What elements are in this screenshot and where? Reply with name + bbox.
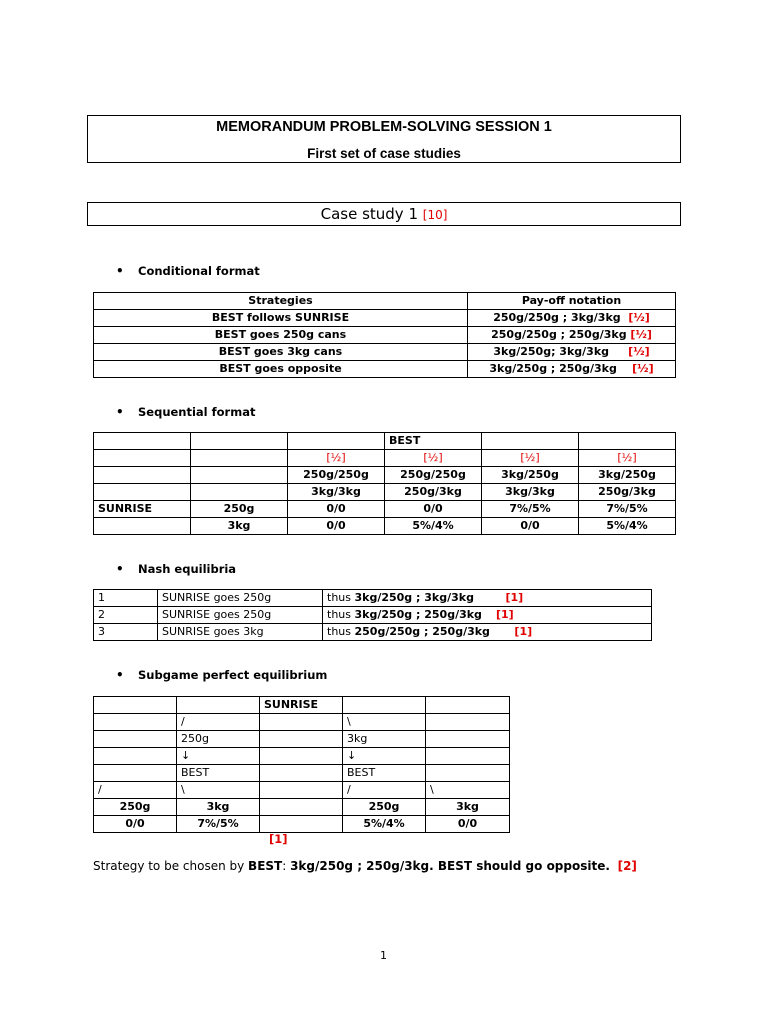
strategy-cell: BEST goes 3kg cans <box>94 344 468 361</box>
memo-title: MEMORANDUM PROBLEM-SOLVING SESSION 1 <box>216 119 552 135</box>
table-cell <box>191 450 288 467</box>
bullet-icon: • <box>116 405 124 419</box>
strategy-line: Strategy to be chosen by BEST: 3kg/250g ; 250g/3kg. BEST should go opposite. [2] <box>93 859 637 873</box>
case-study-title: Case study 1 <box>320 205 418 223</box>
table-header-row <box>94 293 676 310</box>
table-cell <box>191 467 288 484</box>
mark: [1] <box>505 591 524 604</box>
table-cell: SUNRISE <box>260 697 343 714</box>
table-cell: SUNRISE <box>94 501 191 518</box>
table-cell: SUNRISE goes 250g <box>158 607 323 624</box>
payoff-cell: 250g/250g ; 250g/3kg [½] <box>468 327 676 344</box>
table-cell: 250g/3kg <box>385 484 482 501</box>
table-cell <box>426 714 510 731</box>
table-cell: \ <box>426 782 510 799</box>
table-cell: / <box>177 714 260 731</box>
bullet-icon: • <box>116 668 124 682</box>
sequential-format-table <box>93 432 676 535</box>
table-cell: 3kg/3kg <box>482 484 579 501</box>
table-cell <box>260 731 343 748</box>
mark: [1] <box>514 625 533 638</box>
table-cell: BEST <box>177 765 260 782</box>
table-cell: 0/0 <box>482 518 579 535</box>
table-cell: 3kg/3kg <box>288 484 385 501</box>
table-cell: \ <box>343 714 426 731</box>
subgame-tree-table <box>93 696 510 833</box>
table-cell: 250g/3kg <box>579 484 676 501</box>
bullet-icon: • <box>116 562 124 576</box>
table-cell <box>94 518 191 535</box>
table-cell: 7%/5% <box>177 816 260 833</box>
bullet-icon: • <box>116 264 124 278</box>
strategy-answer: 3kg/250g ; 250g/3kg. BEST should go opposite. <box>290 859 610 873</box>
table-row <box>94 607 652 624</box>
bullet-label: Sequential format <box>138 405 256 419</box>
table-cell <box>94 433 191 450</box>
table-cell: 5%/4% <box>579 518 676 535</box>
table-cell <box>94 714 177 731</box>
table-row <box>94 344 676 361</box>
bullet-label: Subgame perfect equilibrium <box>138 668 328 682</box>
table-row <box>94 731 510 748</box>
mark: [½] <box>482 450 579 467</box>
strategy-player: BEST <box>248 859 283 873</box>
table-cell <box>177 697 260 714</box>
strategy-cell: BEST follows SUNRISE <box>94 310 468 327</box>
table-cell <box>260 765 343 782</box>
table-cell: 3kg <box>426 799 510 816</box>
table-row <box>94 765 510 782</box>
table-cell <box>94 450 191 467</box>
table-cell: 0/0 <box>288 518 385 535</box>
arrow-down-icon: ↓ <box>177 748 260 765</box>
strategy-prefix: Strategy to be chosen by <box>93 859 249 873</box>
mark: [1] <box>495 608 514 621</box>
table-cell <box>260 782 343 799</box>
memo-subtitle: First set of case studies <box>307 146 461 161</box>
table-cell: \ <box>177 782 260 799</box>
table-cell: 250g/250g <box>288 467 385 484</box>
table-row <box>94 799 510 816</box>
table-cell <box>260 816 343 833</box>
table-cell: thus 250g/250g ; 250g/3kg [1] <box>323 624 652 641</box>
table-cell <box>94 467 191 484</box>
table-row <box>94 433 676 450</box>
table-cell: 5%/4% <box>385 518 482 535</box>
table-row <box>94 484 676 501</box>
table-cell <box>94 697 177 714</box>
table-cell <box>288 433 385 450</box>
mark: [2] <box>617 859 637 873</box>
nash-equilibria-table <box>93 589 652 641</box>
table-cell <box>191 484 288 501</box>
table-cell <box>260 714 343 731</box>
table-row <box>94 310 676 327</box>
table-row <box>94 327 676 344</box>
table-row <box>94 361 676 378</box>
table-cell: 5%/4% <box>343 816 426 833</box>
table-cell: 0/0 <box>426 816 510 833</box>
table-cell <box>426 731 510 748</box>
mark: [½] <box>628 345 650 358</box>
table-cell <box>426 748 510 765</box>
table-cell: 0/0 <box>288 501 385 518</box>
table-cell <box>94 484 191 501</box>
table-cell: / <box>94 782 177 799</box>
table-row <box>94 518 676 535</box>
table-cell <box>260 799 343 816</box>
table-cell: 3kg <box>177 799 260 816</box>
subgame-mark: [1] <box>269 832 288 846</box>
mark: [½] <box>628 311 650 324</box>
table-cell: 250g <box>177 731 260 748</box>
table-cell: 3kg <box>191 518 288 535</box>
table-row <box>94 467 676 484</box>
table-cell: 2 <box>94 607 158 624</box>
table-cell: thus 3kg/250g ; 250g/3kg [1] <box>323 607 652 624</box>
mark: [½] <box>288 450 385 467</box>
table-cell <box>260 748 343 765</box>
table-cell <box>191 433 288 450</box>
table-cell: BEST <box>385 433 482 450</box>
table-cell: BEST <box>343 765 426 782</box>
table-cell: 3kg/250g <box>579 467 676 484</box>
table-cell: SUNRISE goes 250g <box>158 590 323 607</box>
table-cell <box>343 697 426 714</box>
table-cell: 7%/5% <box>579 501 676 518</box>
table-cell <box>94 731 177 748</box>
table-row <box>94 714 510 731</box>
table-row <box>94 748 510 765</box>
table-header: Pay-off notation <box>468 293 676 310</box>
table-row <box>94 697 510 714</box>
table-cell: 3 <box>94 624 158 641</box>
memo-header-box <box>87 115 681 163</box>
table-row <box>94 782 510 799</box>
table-row <box>94 816 510 833</box>
mark: [½] <box>385 450 482 467</box>
table-row <box>94 501 676 518</box>
table-cell: 250g <box>191 501 288 518</box>
payoff-cell: 3kg/250g; 3kg/3kg [½] <box>468 344 676 361</box>
table-cell: 0/0 <box>385 501 482 518</box>
table-cell: 250g/250g <box>385 467 482 484</box>
table-cell: 3kg <box>343 731 426 748</box>
table-row <box>94 450 676 467</box>
table-header: Strategies <box>94 293 468 310</box>
payoff-cell: 250g/250g ; 3kg/3kg [½] <box>468 310 676 327</box>
case-study-box <box>87 202 681 226</box>
table-cell: thus 3kg/250g ; 3kg/3kg [1] <box>323 590 652 607</box>
mark: [½] <box>579 450 676 467</box>
payoff-cell: 3kg/250g ; 250g/3kg [½] <box>468 361 676 378</box>
table-row <box>94 590 652 607</box>
table-cell <box>94 748 177 765</box>
page-number: 1 <box>380 949 387 962</box>
table-cell: / <box>343 782 426 799</box>
table-cell: SUNRISE goes 3kg <box>158 624 323 641</box>
table-cell <box>426 697 510 714</box>
bullet-label: Nash equilibria <box>138 562 237 576</box>
mark: [½] <box>630 328 652 341</box>
table-cell: 250g <box>94 799 177 816</box>
table-cell <box>426 765 510 782</box>
conditional-format-table <box>93 292 676 378</box>
bullet-label: Conditional format <box>138 264 260 278</box>
case-study-marks: [10] <box>422 208 448 222</box>
arrow-down-icon: ↓ <box>343 748 426 765</box>
table-cell: 250g <box>343 799 426 816</box>
table-cell <box>94 765 177 782</box>
table-cell: 7%/5% <box>482 501 579 518</box>
mark: [½] <box>632 362 654 375</box>
table-cell <box>579 433 676 450</box>
table-cell: 3kg/250g <box>482 467 579 484</box>
strategy-cell: BEST goes 250g cans <box>94 327 468 344</box>
strategy-cell: BEST goes opposite <box>94 361 468 378</box>
table-row <box>94 624 652 641</box>
table-cell <box>482 433 579 450</box>
table-cell: 0/0 <box>94 816 177 833</box>
table-cell: 1 <box>94 590 158 607</box>
